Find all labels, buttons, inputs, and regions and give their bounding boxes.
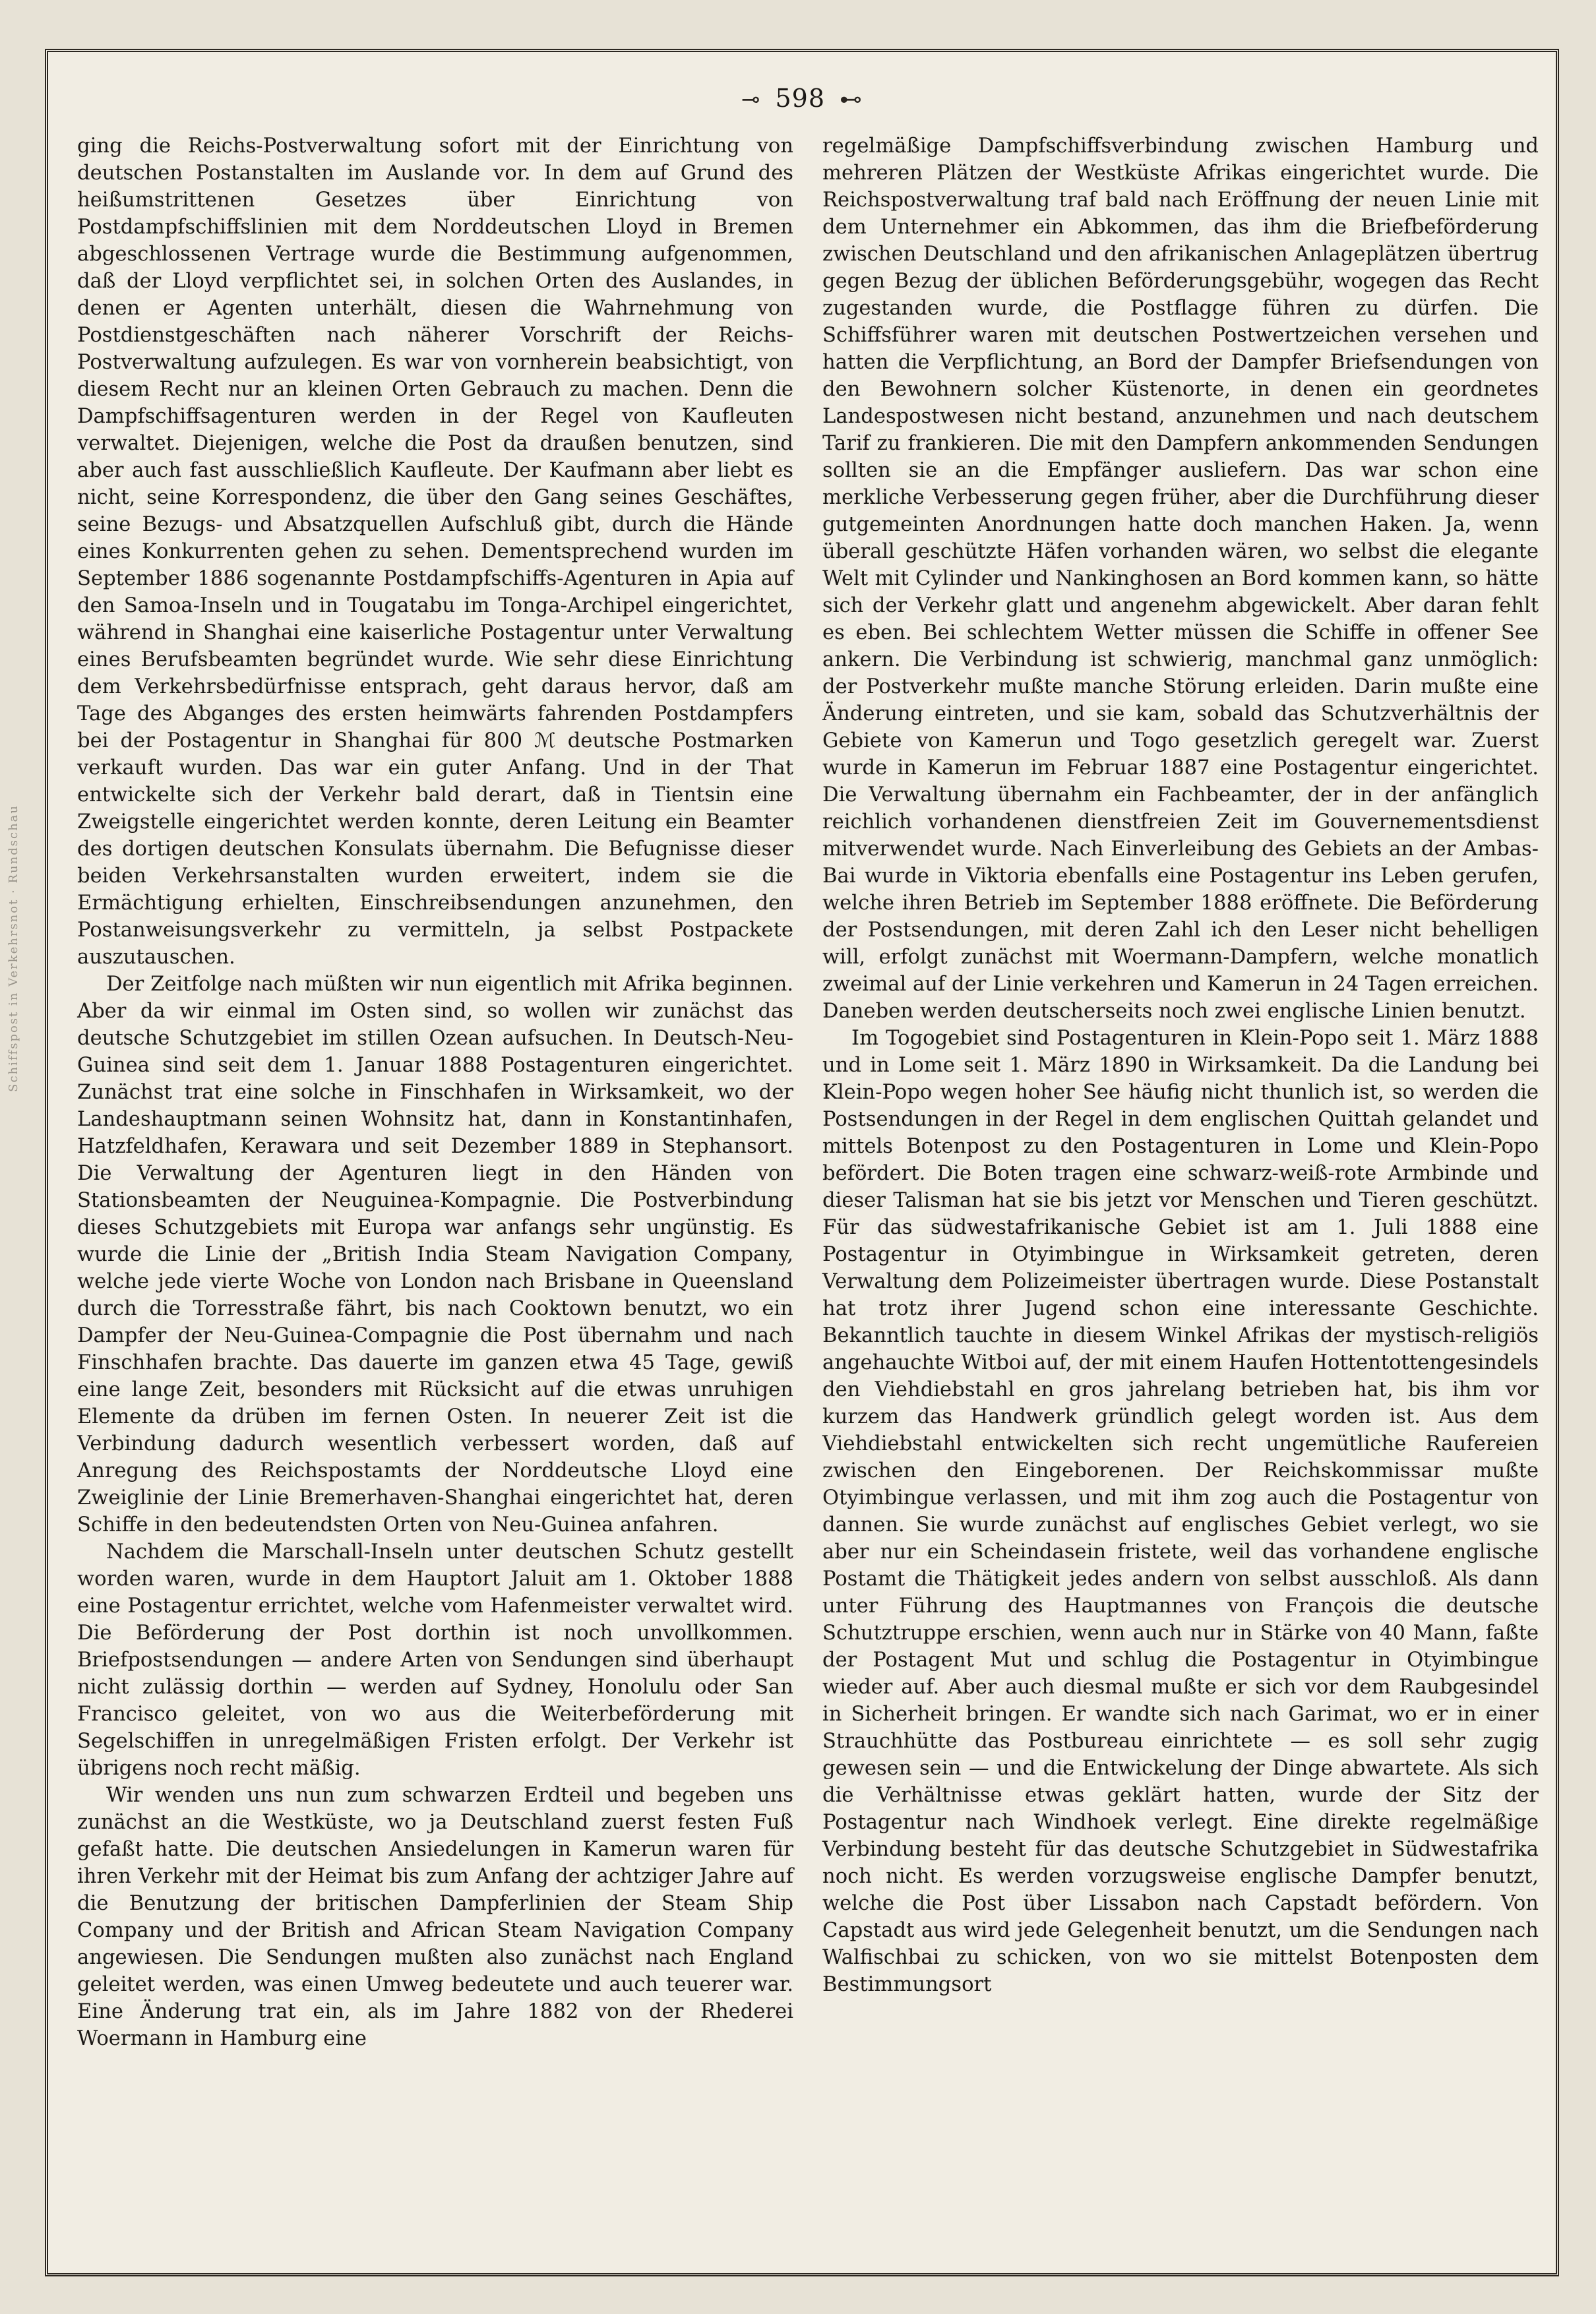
page-number: 598 (775, 84, 826, 113)
margin-note: Schiffspost in Verkehrsnot · Rundschau (7, 805, 20, 1092)
ornament-left-icon: ⊸ (741, 86, 761, 113)
magazine-page (45, 49, 1559, 2276)
paragraph: Im Togogebiet sind Postagenturen in Klein-Popo seit 1. März 1888 und in Lome seit 1. März 1890 in Wirksamkeit. Da die Landung bei Klein-Popo wegen hoher See häufig nicht thunlich ist, so werden die Postsendungen in der Regel in dem englischen Quittah gelandet und mittels Botenpost zu den Postagenturen in Lome und Klein-Popo befördert. Die Boten tragen eine schwarz-weiß-rote Armbinde und dieser Talisman hat sie bis jetzt vor Menschen und Tieren geschützt. Für das südwestafrikanische Gebiet ist am 1. Juli 1888 eine Postagentur in Otyimbingue in Wirksamkeit getreten, deren Verwaltung dem Polizeimeister übertragen wurde. Diese Postanstalt hat trotz ihrer Jugend schon eine interessante Geschichte. Bekanntlich tauchte in diesem Winkel Afrikas der mystisch-religiös angehauchte Witboi auf, der mit einem Haufen Hottentottengesindels den Viehdiebstahl en gros jahrelang betrieben hat, bis ihm vor kurzem das Handwerk gründlich gelegt worden ist. Aus dem Viehdiebstahl entwickelten sich recht ungemütliche Raufereien zwischen den Eingeborenen. Der Reichskommissar mußte Otyimbingue verlassen, und mit ihm zog auch die Postagentur von dannen. Sie wurde zunächst auf englisches Gebiet verlegt, wo sie aber nur ein Scheindasein fristete, weil das vorhandene englische Postamt die Thätigkeit jedes andern von selbst ausschloß. Als dann unter Führung des Hauptmannes von François die deutsche Schutztruppe erschien, wenn auch nur in Stärke von 40 Mann, faßte der Postagent Mut und schlug die Postagentur in Otyimbingue wieder auf. Aber auch diesmal mußte er sich vor dem Raubgesindel in Sicherheit bringen. Er wandte sich nach Garimat, wo er in einer Strauchhütte das Postbureau einrichtete — es soll sehr zugig gewesen sein — und die Entwickelung der Dinge abwartete. Als sich die Verhältnisse etwas geklärt hatten, wurde der Sitz der Postagentur nach Windhoek verlegt. Eine direkte regelmäßige Verbindung besteht für das deutsche Schutzgebiet in Südwestafrika noch nicht. Es werden vorzugsweise englische Dampfer benutzt, welche die Post über Lissabon nach Capstadt befördern. Von Capstadt aus wird jede Gelegenheit benutzt, um die Sendungen nach Walfischbai zu schicken, von wo sie mittelst Botenposten dem Bestimmungsort (822, 1027, 1539, 1996)
paragraph: regelmäßige Dampfschiffsverbindung zwischen Hamburg und mehreren Plätzen der Westküste Afrikas eingerichtet wurde. Die Reichspostverwaltung traf bald nach Eröffnung der neuen Linie mit dem Unternehmer ein Abkommen, das ihm die Briefbeförderung zwischen Deutschland und den afrikanischen Anlageplätzen übertrug gegen Bezug der üblichen Beförderungsgebühr, wogegen das Recht zugestanden wurde, die Postflagge führen zu dürfen. Die Schiffsführer waren mit deutschen Postwertzeichen versehen und hatten die Verpflichtung, an Bord der Dampfer Briefsendungen von den Bewohnern solcher Küstenorte, in denen ein geordnetes Landespostwesen nicht bestand, anzunehmen und nach deutschem Tarif zu frankieren. Die mit den Dampfern ankommenden Sendungen sollten sie an die Empfänger ausliefern. Das war schon eine merkliche Verbesserung gegen früher, aber die Durchführung dieser gutgemeinten Anordnungen hatte doch manchen Haken. Ja, wenn überall geschützte Häfen vorhanden wären, wo selbst die elegante Welt mit Cylinder und Nankinghosen an Bord kommen kann, so hätte sich der Verkehr glatt und angenehm abgewickelt. Aber daran fehlt es eben. Bei schlechtem Wetter müssen die Schiffe in offener See ankern. Die Verbindung ist schwierig, manchmal ganz unmöglich: der Postverkehr mußte manche Störung erleiden. Darin mußte eine Änderung eintreten, und sie kam, sobald das Schutzverhältnis der Gebiete von Kamerun und Togo gesetzlich geregelt war. Zuerst wurde in Kamerun im Februar 1887 eine Postagentur eingerichtet. Die Verwaltung übernahm ein Fachbeamter, der in der anfänglich reichlich vorhandenen dienstfreien Zeit im Gouvernementsdienst mitverwendet wurde. Nach Einverleibung des Gebiets an der Ambas-Bai wurde in Viktoria ebenfalls eine Postagentur ins Leben gerufen, welche ihren Betrieb im September 1888 eröffnete. Die Beförderung der Postsendungen, mit deren Zahl ich den Leser nicht behelligen will, erfolgt zunächst mit Woermann-Dampfern, welche monatlich zweimal auf der Linie verkehren und Kamerun in 24 Tagen erreichen. Daneben werden deutscherseits noch zwei englische Linien benutzt. (822, 135, 1539, 1023)
ornament-right-icon: ⊷ (840, 86, 863, 113)
page-header (48, 84, 1556, 113)
left-column (77, 133, 793, 2052)
paragraph: Der Zeitfolge nach müßten wir nun eigentlich mit Afrika beginnen. Aber da wir einmal im Osten sind, so wollen wir zunächst das deutsche Schutzgebiet im stillen Ozean aufsuchen. In Deutsch-Neu-Guinea sind seit dem 1. Januar 1888 Postagenturen eingerichtet. Zunächst trat eine solche in Finschhafen in Wirksamkeit, wo der Landeshauptmann seinen Wohnsitz hat, dann in Konstantinhafen, Hatzfeldhafen, Kerawara und seit Dezember 1889 in Stephansort. Die Verwaltung der Agenturen liegt in den Händen von Stationsbeamten der Neuguinea-Kompagnie. Die Postverbindung dieses Schutzgebiets mit Europa war anfangs sehr ungünstig. Es wurde die Linie der „British India Steam Navigation Company, welche jede vierte Woche von London nach Brisbane in Queensland durch die Torresstraße fährt, bis nach Cooktown benutzt, wo ein Dampfer der Neu-Guinea-Compagnie die Post übernahm und nach Finschhafen brachte. Das dauerte im ganzen etwa 45 Tage, gewiß eine lange Zeit, besonders mit Rücksicht auf die etwas unruhigen Elemente da drüben im fernen Osten. In neuerer Zeit ist die Verbindung dadurch wesentlich verbessert worden, daß auf Anregung des Reichspostamts der Norddeutsche Lloyd eine Zweiglinie der Linie Bremerhaven-Shanghai eingerichtet hat, deren Schiffe in den bedeutendsten Orten von Neu-Guinea anfahren. (77, 973, 793, 1537)
paragraph: Wir wenden uns nun zum schwarzen Erdteil und begeben uns zunächst an die Westküste, wo ja Deutschland zuerst festen Fuß gefaßt hatte. Die deutschen Ansiedelungen in Kamerun waren für ihren Verkehr mit der Heimat bis zum Anfang der achtziger Jahre auf die Benutzung der britischen Dampferlinien der Steam Ship Company und der British and African Steam Navigation Company angewiesen. Die Sendungen mußten also zunächst nach England geleitet werden, was einen Umweg bedeutete und auch teuerer war. Eine Änderung trat ein, als im Jahre 1882 von der Rhederei Woermann in Hamburg eine (77, 1784, 793, 2050)
paragraph: ging die Reichs-Postverwaltung sofort mit der Einrichtung von deutschen Postanstalten im Auslande vor. In dem auf Grund des heißumstrittenen Gesetzes über Einrichtung von Postdampfschiffslinien mit dem Norddeutschen Lloyd in Bremen abgeschlossenen Vertrage wurde die Bestimmung aufgenommen, daß der Lloyd verpflichtet sei, in solchen Orten des Auslandes, in denen er Agenten unterhält, diesen die Wahrnehmung von Postdienstgeschäften nach näherer Vorschrift der Reichs-Postverwaltung aufzulegen. Es war von vornherein beabsichtigt, von diesem Recht nur an kleinen Orten Gebrauch zu machen. Denn die Dampfschiffsagenturen werden in der Regel von Kaufleuten verwaltet. Diejenigen, welche die Post da draußen benutzen, sind aber auch fast ausschließlich Kaufleute. Der Kaufmann aber liebt es nicht, seine Korrespondenz, die über den Gang seines Geschäftes, seine Bezugs- und Absatzquellen Aufschluß gibt, durch die Hände eines Konkurrenten gehen zu sehen. Dementsprechend wurden im September 1886 sogenannte Postdampfschiffs-Agenturen in Apia auf den Samoa-Inseln und in Tougatabu im Tonga-Archipel eingerichtet, während in Shanghai eine kaiserliche Postagentur unter Verwaltung eines Berufsbeamten begründet wurde. Wie sehr diese Einrichtung dem Verkehrsbedürfnisse entsprach, geht daraus hervor, daß am Tage des Abganges des ersten heimwärts fahrenden Postdampfers bei der Postagentur in Shanghai für 800 ℳ deutsche Postmarken verkauft wurden. Das war ein guter Anfang. Und in der That entwickelte sich der Verkehr bald derart, daß in Tientsin eine Zweigstelle eingerichtet werden konnte, deren Leitung ein Beamter des dortigen deutschen Konsulats übernahm. Die Befugnisse dieser beiden Verkehrsanstalten wurden erweitert, indem sie die Ermächtigung erhielten, Einschreibsendungen anzunehmen, den Postanweisungsverkehr zu vermitteln, ja selbst Postpackete auszutauschen. (77, 135, 793, 969)
paragraph: Nachdem die Marschall-Inseln unter deutschen Schutz gestellt worden waren, wurde in dem Hauptort Jaluit am 1. Oktober 1888 eine Postagentur errichtet, welche vom Hafenmeister verwaltet wird. Die Beförderung der Post dorthin ist noch unvollkommen. Briefpostsendungen — andere Arten von Sendungen sind überhaupt nicht zulässig dorthin — werden auf Sydney, Honolulu oder San Francisco geleitet, von wo aus die Weiterbeförderung mit Segelschiffen in unregelmäßigen Fristen erfolgt. Der Verkehr ist übrigens noch recht mäßig. (77, 1540, 793, 1780)
right-column (822, 133, 1539, 1998)
